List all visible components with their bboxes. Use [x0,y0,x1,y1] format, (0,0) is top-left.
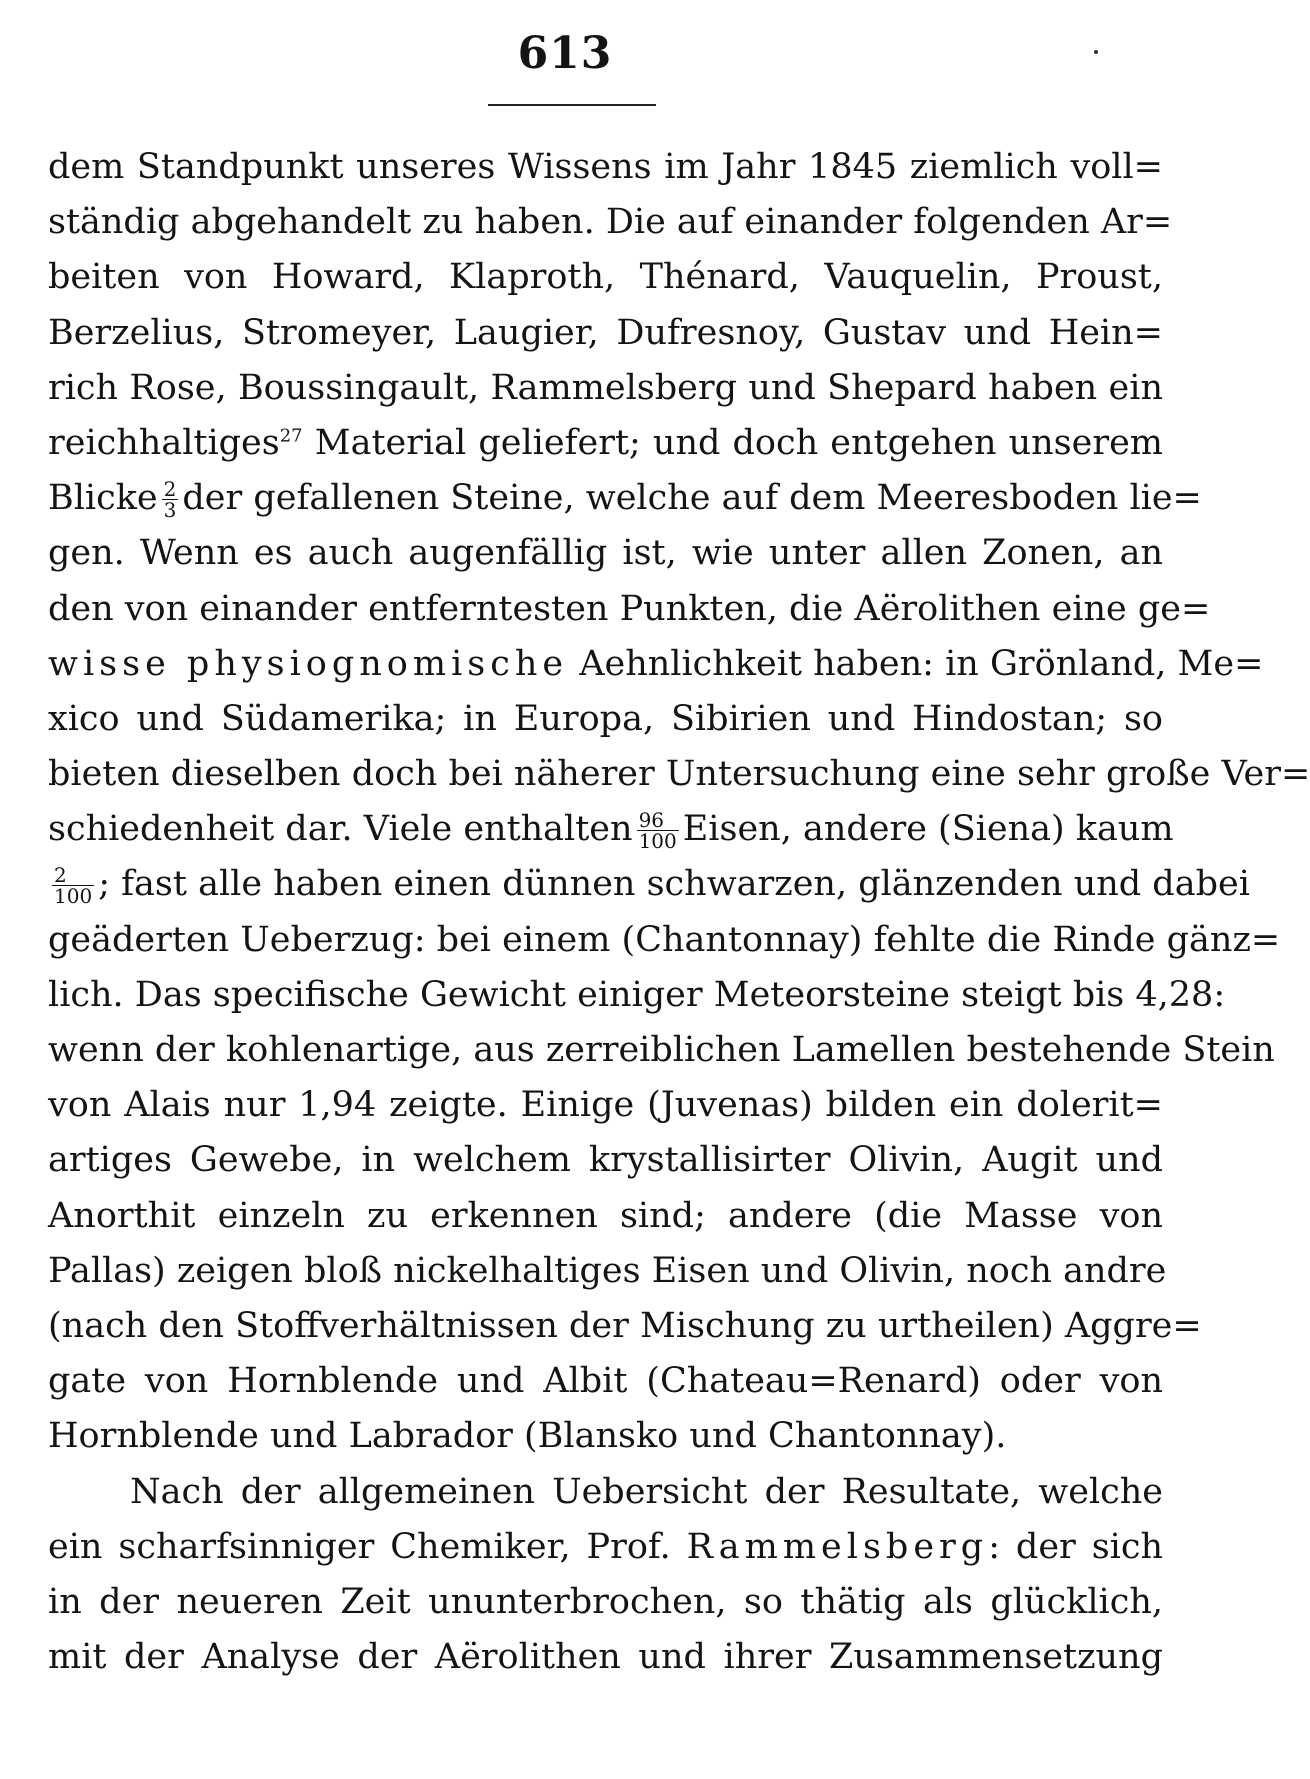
line-text: rich Rose, Boussingault, Rammelsberg und Shepard haben ein [48,367,1163,408]
line-text: Berzelius, Stromeyer, Laugier, Dufresnoy, Gustav und Hein= [48,312,1163,353]
text-line [48,1409,1163,1464]
fraction-denominator: 100 [638,829,677,854]
emphasized-text: Rammelsberg [686,1526,989,1567]
line-text: bieten dieselben doch bei näherer Untersuchung eine sehr große Ver= [48,754,1310,795]
line-text: Nach der allgemeinen Uebersicht der Resultate, welche [130,1471,1163,1512]
text-line [48,1465,1163,1520]
text-line [48,637,1264,692]
fraction-denominator: 3 [163,498,177,523]
line-text: ; fast alle haben einen dünnen schwarzen, glänzenden und dabei [98,864,1250,905]
fraction [162,477,179,523]
line-text: xico und Südamerika; in Europa, Sibirien und Hindostan; so [48,698,1163,739]
text-line [48,1133,1163,1188]
line-text: Aehnlichkeit haben: in Grönland, Me= [568,643,1264,684]
text-line [48,471,1202,526]
line-text: dem Standpunkt unseres Wissens im Jahr 1845 ziemlich voll= [48,147,1163,187]
text-line [48,526,1163,581]
line-text: : der sich [988,1526,1163,1567]
line-text: der gefallenen Steine, welche auf dem Meeresboden lie= [182,478,1202,519]
text-line [48,968,1226,1023]
text-line [48,361,1163,416]
text-line [48,140,1163,195]
text-line [48,306,1163,361]
line-text: reichhaltiges [48,422,280,463]
text-line [48,1630,1163,1685]
page-number: 613 [517,28,613,79]
footnote-marker: 27 [279,425,303,447]
fraction-numerator: 96 [637,810,679,831]
text-line [48,1189,1163,1244]
line-text: lich. Das specifische Gewicht einiger Meteorsteine steigt bis 4,28: [48,974,1226,1015]
header-rule [488,104,656,106]
text-line [48,1354,1163,1409]
text-line [48,1244,1167,1299]
line-text: artiges Gewebe, in welchem krystallisirter Olivin, Augit und [48,1140,1163,1181]
line-text: ständig abgehandelt zu haben. Die auf einander folgenden Ar= [48,202,1173,243]
fraction-numerator: 2 [163,477,177,502]
line-text: wenn der kohlenartige, aus zerreiblichen Lamellen bestehende Stein [48,1030,1275,1070]
text-line [48,857,1250,912]
fraction-numerator: 2 [52,865,94,886]
line-text: Material geliefert; und doch entgehen unserem [302,422,1163,463]
text-line [48,692,1163,747]
text-line [48,802,1174,857]
body-text [48,140,1310,1685]
fraction [637,808,679,854]
text-line [48,1520,1163,1575]
fraction [52,863,94,909]
emphasized-text: wisse physiognomische [48,643,569,684]
text-line [48,1299,1202,1354]
text-line [48,1078,1163,1133]
line-text: von Alais nur 1,94 zeigte. Einige (Juvenas) bilden ein dolerit= [48,1085,1163,1126]
fraction-denominator: 100 [54,884,93,909]
line-text: Anorthit einzeln zu erkennen sind; andere (die Masse von [48,1195,1163,1236]
line-text: ein scharfsinniger Chemiker, Prof. [48,1526,687,1567]
line-text: geäderten Ueberzug: bei einem (Chantonnay) fehlte die Rinde gänz= [48,919,1281,960]
line-text: (nach den Stoffverhältnissen der Mischung zu urtheilen) Aggre= [48,1305,1202,1346]
text-line [48,747,1310,802]
text-line [48,913,1281,968]
line-text: Eisen, andere (Siena) kaum [682,809,1174,850]
line-text: schiedenheit dar. Viele enthalten [48,809,633,850]
line-text: mit der Analyse der Aërolithen und ihrer Zusammensetzung [48,1637,1163,1678]
line-text: gen. Wenn es auch augenfällig ist, wie unter allen Zonen, an [48,533,1163,574]
line-text: Pallas) zeigen bloß nickelhaltiges Eisen und Olivin, noch andre [48,1250,1167,1291]
line-text: beiten von Howard, Klaproth, Thénard, Vauquelin, Proust, [48,257,1163,298]
line-text: gate von Hornblende und Albit (Chateau=Renard) oder von [48,1361,1163,1402]
text-line [48,1023,1275,1078]
print-speck [1094,50,1098,54]
text-line [48,416,1163,471]
text-line [48,1575,1163,1630]
text-line [48,250,1163,305]
line-text: in der neueren Zeit ununterbrochen, so thätig als glücklich, [48,1581,1163,1622]
line-text: Blicke [48,478,158,519]
line-text: den von einander entferntesten Punkten, die Aërolithen eine ge= [48,588,1211,629]
text-line [48,582,1211,637]
line-text: Hornblende und Labrador (Blansko und Chantonnay). [48,1416,1007,1457]
text-line [48,195,1173,250]
